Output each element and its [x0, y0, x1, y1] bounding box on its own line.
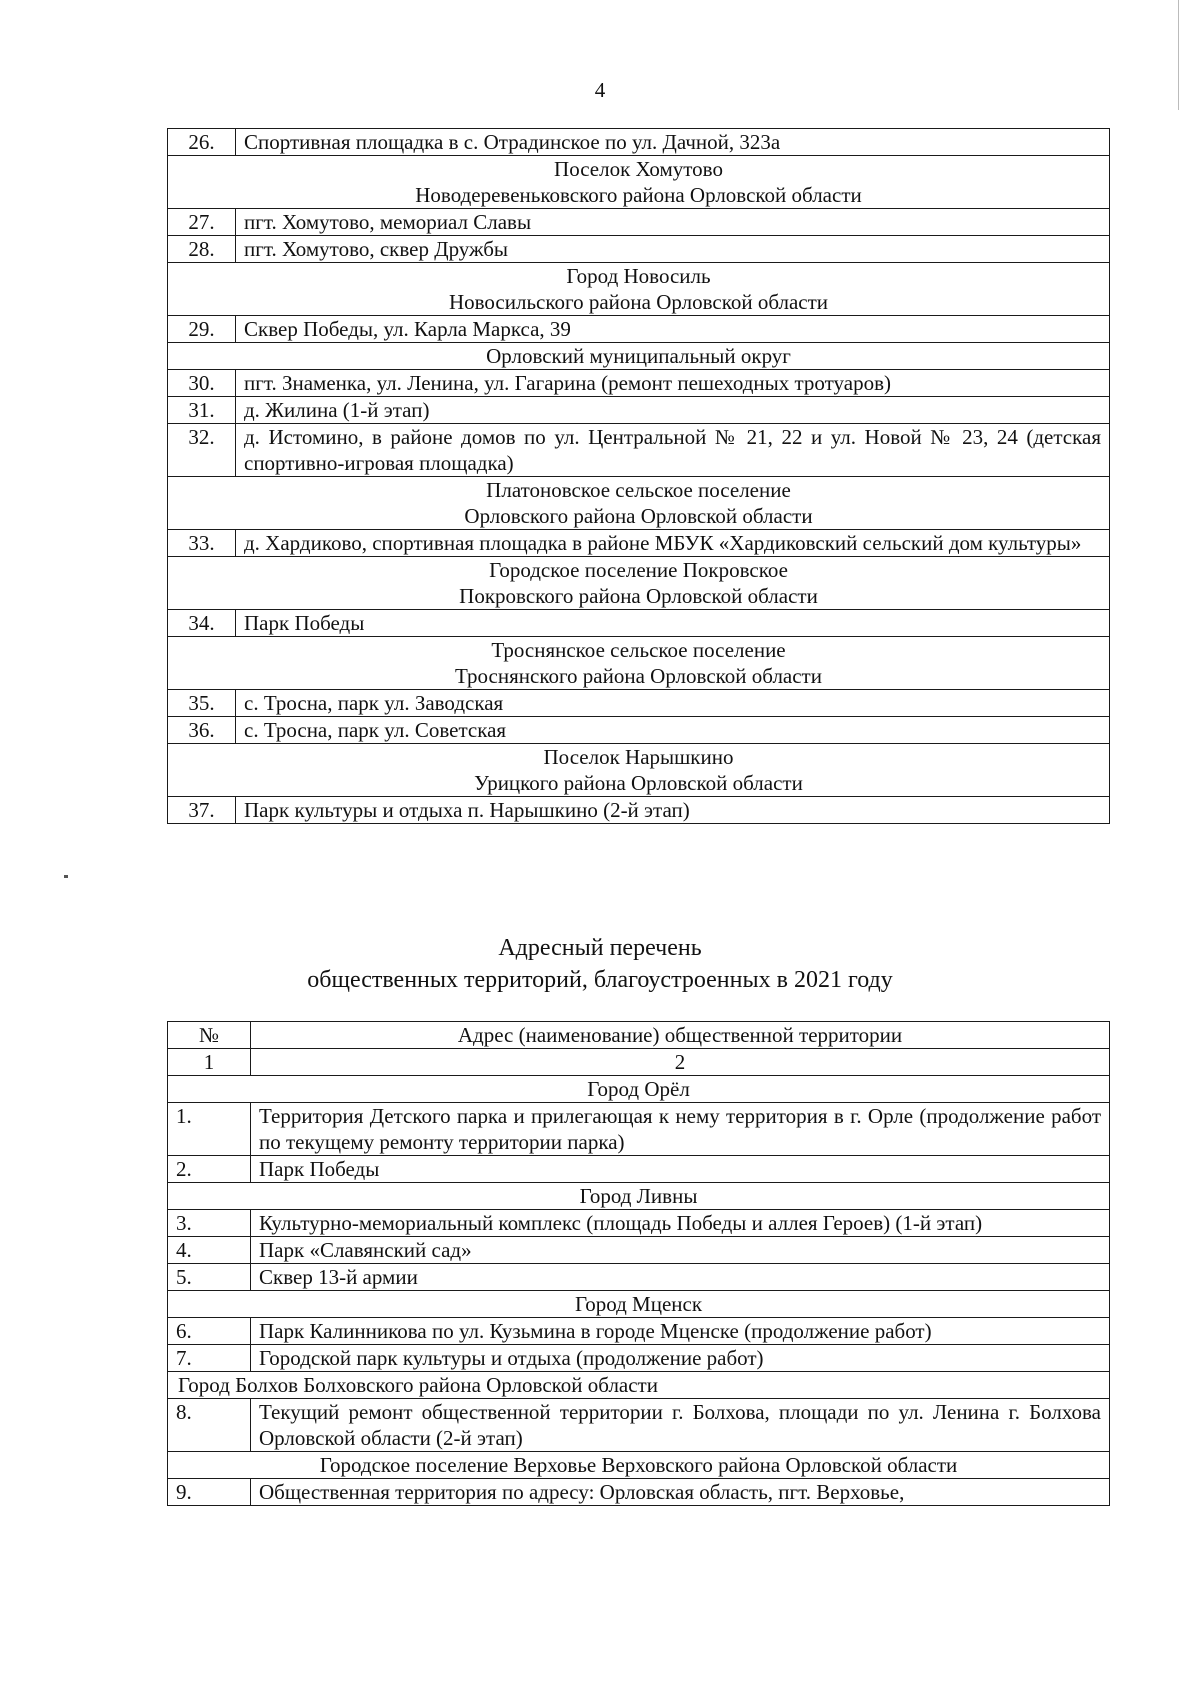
table-row [168, 610, 1110, 637]
row-address: д. Жилина (1-й этап) [236, 397, 1110, 424]
column-index-1: 1 [168, 1049, 251, 1076]
scan-edge-line [1178, 0, 1179, 110]
row-address: Общественная территория по адресу: Орловская область, пгт. Верховье, [251, 1479, 1110, 1506]
group-header-row [168, 156, 1110, 209]
header-address-cell: Адрес (наименование) общественной территории [251, 1022, 1110, 1049]
group-header-line: Орловский муниципальный округ [486, 344, 791, 368]
row-number: 36. [168, 717, 236, 744]
table-row [168, 1318, 1110, 1345]
group-header-row [168, 1183, 1110, 1210]
row-number: 28. [168, 236, 236, 263]
table-row [168, 717, 1110, 744]
group-header-line: Поселок Хомутово [554, 157, 723, 181]
table-row [168, 797, 1110, 824]
row-address: Парк культуры и отдыха п. Нарышкино (2-й этап) [236, 797, 1110, 824]
row-number: 32. [168, 424, 236, 477]
table-row [168, 530, 1110, 557]
row-number: 27. [168, 209, 236, 236]
table-row [168, 370, 1110, 397]
section-heading-line1: Адресный перечень [498, 935, 702, 961]
territories-table-continued [167, 128, 1110, 824]
row-number: 1. [168, 1103, 251, 1156]
table-row [168, 1264, 1110, 1291]
scan-dot [64, 875, 68, 878]
row-number: 30. [168, 370, 236, 397]
group-header-row [168, 1076, 1110, 1103]
row-address: Текущий ремонт общественной территории г. Болхова, площади по ул. Ленина г. Болхова Орловской области (2-й этап) [251, 1399, 1110, 1452]
table-row [168, 424, 1110, 477]
group-header-line: Городское поселение Покровское [489, 558, 788, 582]
group-header-cell [168, 1291, 1110, 1318]
group-header-cell [168, 1183, 1110, 1210]
page-number: 4 [594, 78, 606, 102]
group-header-line: Город Мценск [574, 1292, 703, 1316]
group-header-line: Город Орёл [587, 1077, 690, 1101]
row-number: 4. [168, 1237, 251, 1264]
group-header-line: Платоновское сельское поселение [486, 478, 791, 502]
row-address: пгт. Знаменка, ул. Ленина, ул. Гагарина (ремонт пешеходных тротуаров) [236, 370, 1110, 397]
row-address: Сквер Победы, ул. Карла Маркса, 39 [236, 316, 1110, 343]
table-row [168, 1479, 1110, 1506]
table-row [168, 209, 1110, 236]
group-header-cell [168, 557, 1110, 610]
group-header-cell [168, 1452, 1110, 1479]
column-index-row [168, 1049, 1110, 1076]
table-row [168, 1237, 1110, 1264]
table-row [168, 1345, 1110, 1372]
group-header-line: Город Новосиль [566, 264, 711, 288]
group-header-line: Троснянское сельское поселение [491, 638, 786, 662]
group-header-cell [168, 477, 1110, 530]
table-row [168, 1156, 1110, 1183]
territories-2021-table [167, 1021, 1110, 1506]
row-number: 33. [168, 530, 236, 557]
row-address: Парк Калинникова по ул. Кузьмина в городе Мценске (продолжение работ) [251, 1318, 1110, 1345]
group-header-cell [168, 1076, 1110, 1103]
table-row [168, 1399, 1110, 1452]
group-header-line: Урицкого района Орловской области [474, 771, 803, 795]
group-header-row [168, 557, 1110, 610]
table-row [168, 1210, 1110, 1237]
group-header-line: Орловского района Орловской области [464, 504, 813, 528]
row-address: пгт. Хомутово, мемориал Славы [236, 209, 1110, 236]
group-header-cell [168, 343, 1110, 370]
group-header-cell [168, 156, 1110, 209]
row-address: д. Хардиково, спортивная площадка в районе МБУК «Хардиковский сельский дом культуры» [236, 530, 1110, 557]
group-header-line: Поселок Нарышкино [543, 745, 734, 769]
section-heading-line2: общественных территорий, благоустроенных в 2021 году [307, 967, 893, 993]
row-address: Парк Победы [251, 1156, 1110, 1183]
row-number: 35. [168, 690, 236, 717]
row-address: с. Тросна, парк ул. Заводская [236, 690, 1110, 717]
group-header-row [168, 343, 1110, 370]
row-number: 8. [168, 1399, 251, 1452]
row-number: 7. [168, 1345, 251, 1372]
table-row [168, 690, 1110, 717]
row-number: 29. [168, 316, 236, 343]
group-header-line: Новосильского района Орловской области [448, 290, 829, 314]
table-header-row [168, 1022, 1110, 1049]
row-address: Парк Победы [236, 610, 1110, 637]
row-number: 31. [168, 397, 236, 424]
row-number: 6. [168, 1318, 251, 1345]
row-address: Территория Детского парка и прилегающая к нему территория в г. Орле (продолжение работ по текущему ремонту территории парка) [251, 1103, 1110, 1156]
group-header-row [168, 1452, 1110, 1479]
group-header-line: Троснянского района Орловской области [455, 664, 822, 688]
row-address: Парк «Славянский сад» [251, 1237, 1110, 1264]
group-header-line: Городское поселение Верховье Верховского района Орловской области [319, 1453, 958, 1477]
row-address: Городской парк культуры и отдыха (продолжение работ) [251, 1345, 1110, 1372]
row-address: Культурно-мемориальный комплекс (площадь Победы и аллея Героев) (1-й этап) [251, 1210, 1110, 1237]
group-header-line: Покровского района Орловской области [459, 584, 818, 608]
group-header-row [168, 263, 1110, 316]
row-number: 26. [168, 129, 236, 156]
header-number-cell: № [168, 1022, 251, 1049]
section-heading [0, 932, 1200, 996]
row-address: Сквер 13-й армии [251, 1264, 1110, 1291]
row-number: 3. [168, 1210, 251, 1237]
group-header-row [168, 1372, 1110, 1399]
group-header-cell [168, 744, 1110, 797]
group-header-line: Город Болхов Болховского района Орловской области [178, 1373, 658, 1397]
group-header-row [168, 637, 1110, 690]
row-number: 9. [168, 1479, 251, 1506]
table-row [168, 236, 1110, 263]
row-address: д. Истомино, в районе домов по ул. Центральной № 21, 22 и ул. Новой № 23, 24 (детская спортивно-игровая площадка) [236, 424, 1110, 477]
table-row [168, 129, 1110, 156]
group-header-line: Город Ливны [579, 1184, 698, 1208]
row-number: 2. [168, 1156, 251, 1183]
row-address: пгт. Хомутово, сквер Дружбы [236, 236, 1110, 263]
group-header-cell [168, 637, 1110, 690]
group-header-cell [168, 263, 1110, 316]
table-row [168, 397, 1110, 424]
group-header-row [168, 477, 1110, 530]
group-header-cell [168, 1372, 1110, 1399]
group-header-line: Новодеревеньковского района Орловской области [415, 183, 862, 207]
row-number: 34. [168, 610, 236, 637]
row-address: с. Тросна, парк ул. Советская [236, 717, 1110, 744]
row-number: 37. [168, 797, 236, 824]
group-header-row [168, 744, 1110, 797]
column-index-2: 2 [251, 1049, 1110, 1076]
table-row [168, 1103, 1110, 1156]
row-number: 5. [168, 1264, 251, 1291]
row-address: Спортивная площадка в с. Отрадинское по ул. Дачной, 323а [236, 129, 1110, 156]
table-row [168, 316, 1110, 343]
group-header-row [168, 1291, 1110, 1318]
